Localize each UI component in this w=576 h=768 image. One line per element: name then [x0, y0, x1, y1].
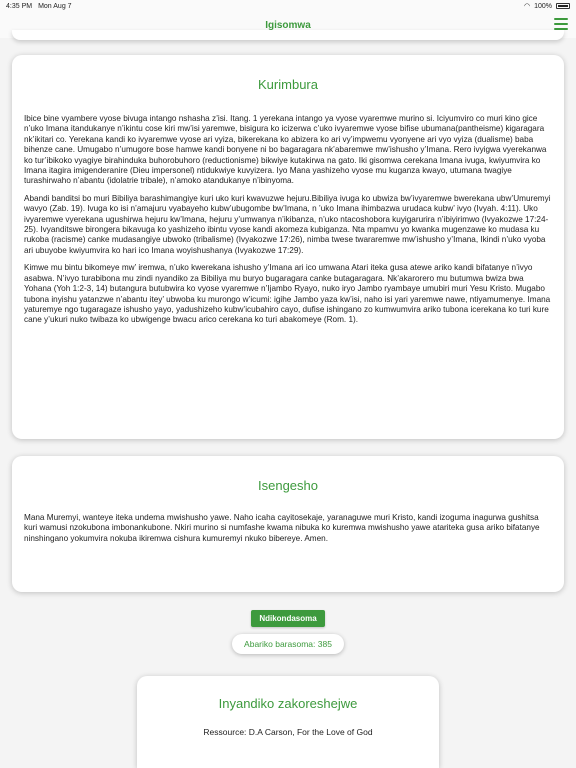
status-right: [524, 2, 570, 10]
status-time: 4:35 PM: [6, 2, 33, 10]
isengesho-paragraph: Mana Muremyi, wanteye iteka undema mwishusho yawe. Naho icaha cayitosekaje, yaranaguwe muri Kristo, kandi izoguma inagurwa gushitsa kuri wamusi nzokubona imbonankubone. Nkiri murino si numfashe kwama nibuka ko kuremwa mwishusho yawe atariteka gusa ariko bifatanye ninshingano yokumvira nokuba ikiremwa cishura kumuremyi nkuko bibereye. Amen.: [24, 513, 540, 543]
kurimbura-paragraph: Kimwe mu bintu bikomeye mw’ iremwa, n’uko kwerekana ishusho y’Imana ari ico umwana Atari iteka gusa atewe ariko kandi bifatanye n’ivyo asabwa. N’ivyo turabibona mu zindi nyandiko za Bibiliya mu buryo bugaragara canke butagaragara. Nk’akarorero mu butumwa bwiza bwa Yohana (Yoh 1:2-3, 14) butangura butubwira ko vyose vyaremwe n’Ijambo Ryayo, nuko iryo Jambo ryambaye umubiri muri Yesu Kristo. Mugabo tubona inyishu yatanzwe n’abantu itey’ ubwoba ku murongo w’icumi: igihe Jambo yaza kw’isi, naho isi yari yaremwe nawe, ntiyamumenye. Imana yaturemye ngo tugaragaze ishusho yayo, yadushizeho kubw’icubahiro cayo, dufise ishingano zo kumwumvira ariko tubona icerekana ko turi kure cane y’ukuri nuko twibaza ko ubwigenge bwacu arico cerekana ko turi abakomeye (Rom. 1).: [24, 263, 551, 325]
battery-percent: 100%: [534, 2, 552, 10]
status-date: Mon Aug 7: [38, 2, 72, 10]
kurimbura-paragraph: Abandi banditsi bo muri Bibiliya barashimangiye kuri uko kuri kwavuzwe hejuru.Bibiliya ivuga ko ubwiza bw’ivyaremwe bwerekana ubw’Umuremyi wavyo (Zab. 19). Ivuga ko isi n’amajuru vyabayeho kubw’ubugombe bw’Imana, n ’uko Imana ihimbazwa urudaca kubw’ ivyo (Ivyah. 4:11). Uko ivyaremwe vyerekana ugushirwa hejuru kw’Imana, hejuru y’umwanya n’ikibanza, n’uko ntacoshobora kuyigarurira n’ibiyirimwo (Ivyakozwe 17:24-25). Ivyanditswe birongera bikavuga ko yashizeho ibintu vyose kandi akomeza kubiganza. Nta mpamvu yo kwanka mugenzawe ko mudasa ku rukoba (racisme) canke mudasangiye ubwoko (tribalisme) (Ivyakozwe 17:26), nimba twese twararemwe mw’ishusho y’Imana, Ikindi n’uko vyoba ari ubuyobe kwiyumvira ko hari ico Imana woyishushanya (Ivyakozwe 17:29).: [24, 193, 551, 255]
kurimbura-paragraph: Ibice bine vyambere vyose bivuga intango nshasha z’isi. Itang. 1 yerekana intango ya vyose vyaremwe murino si. Iciyumviro co muri kino gice n’uko Imana itandukanye n’ikintu cose kiri mw’isi yaremwe, bisigura ko icizerwa c’uko ivyaremwe vyose bifise ubumana(pantheisme) kigaragara nk’ikitari co. Yerekana kandi ko ivyaremwe vyose ari vyiza, bikerekana ko abizera ko ari vy’impwemu vyonyene ari vyo vyiza (dualisme) baba bihenze cane. Umugabo n’umugore bose hamwe kandi bonyene ni bo bagaragara nk’abaremwe mw’ishusho y’Imana. Rero ivyigwa vyerekanwa ko tur’ibikoko vyagiye birahinduka buhorobuhoro (reductionisme) bikwiye kutakirwa na gato. Iki gisomwa cerekana Imana ivuga, kwiyumvira ko Imana itagira imigenderanire (Dieu impersonel) ntidukwiye kuvyizera. Iyo Mana yashizeho vyose mu kuganza kwayo, utumana twagiye turashirwaho n’abantu (idolatrie tribale), n’amoko atandukanye n’ibinyoma.: [24, 114, 547, 186]
isengesho-card: [12, 456, 564, 592]
wifi-icon: ◠: [523, 3, 531, 10]
battery-icon: [556, 3, 570, 9]
references-card: [137, 676, 439, 768]
reading-now-button[interactable]: Ndikondasoma: [251, 610, 325, 627]
hamburger-menu-icon[interactable]: [554, 18, 568, 30]
kurimbura-title: Kurimbura: [258, 77, 318, 92]
isengesho-title: Isengesho: [258, 478, 318, 493]
page-title: Igisomwa: [265, 19, 311, 31]
kurimbura-card: [12, 55, 564, 439]
references-title: Inyandiko zakoreshejwe: [218, 696, 358, 711]
previous-card: [12, 30, 564, 40]
readers-count-badge: Abariko barasoma: 385: [232, 634, 344, 654]
status-bar: [0, 0, 576, 12]
references-text: Ressource: D.A Carson, For the Love of God: [203, 727, 373, 737]
